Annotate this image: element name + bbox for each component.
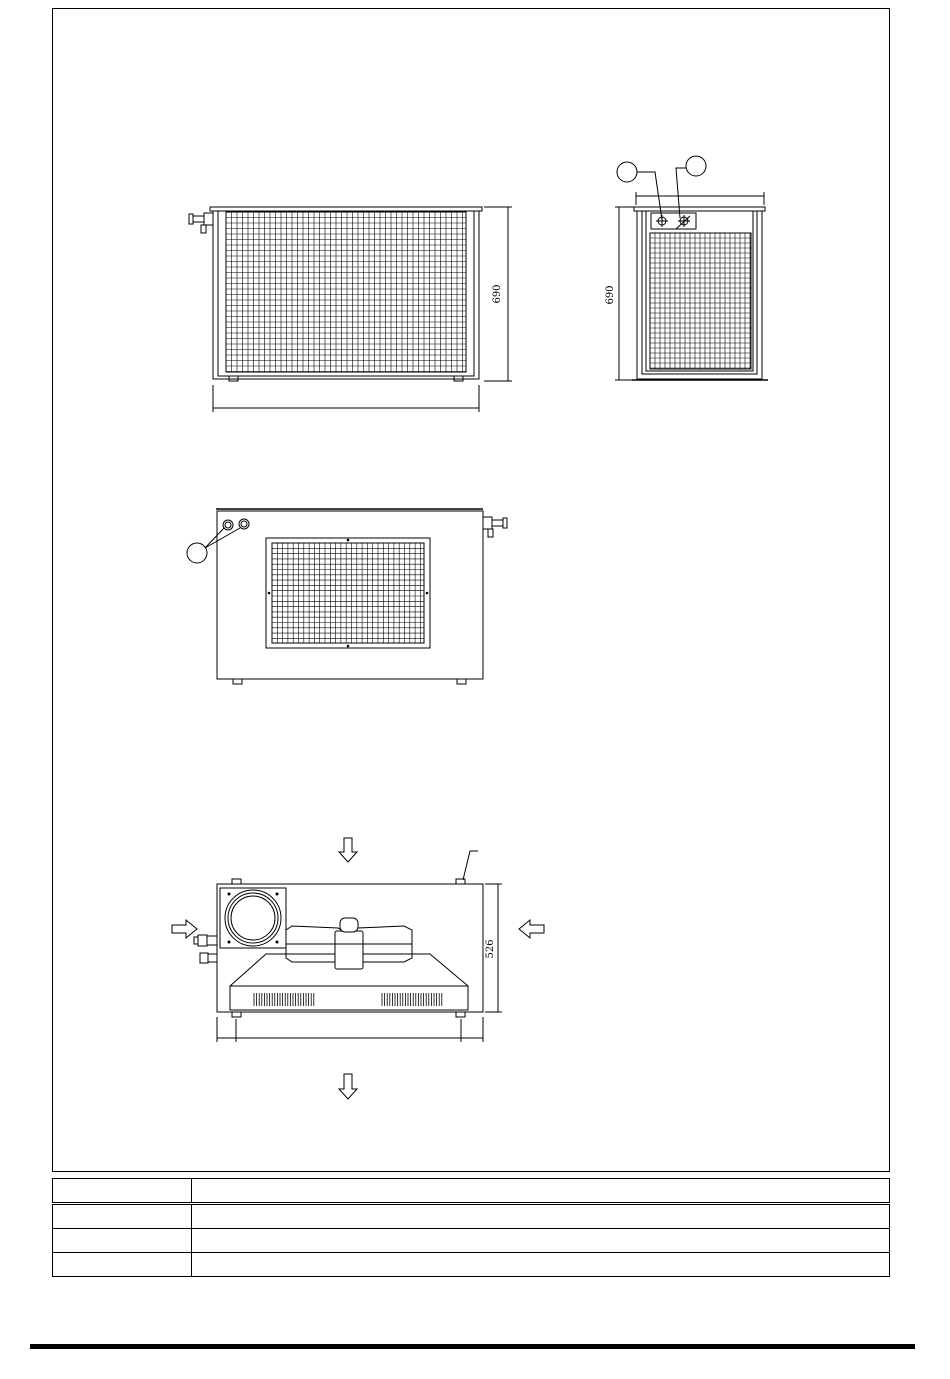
legend-row <box>53 1179 890 1204</box>
front-mesh-grille <box>226 212 466 372</box>
side-view <box>605 156 768 380</box>
legend-description-cell <box>192 1204 890 1229</box>
legend-item-cell <box>53 1253 192 1277</box>
plan-width-dimension <box>217 1017 483 1042</box>
airflow-arrow-right-icon <box>519 920 544 938</box>
vent-slots-right <box>382 993 442 1006</box>
fan-housing <box>220 888 286 948</box>
rear-fittings <box>187 519 249 563</box>
airflow-arrow-bottom-icon <box>339 1074 357 1099</box>
side-balloon-left <box>617 162 637 182</box>
legend-item-cell <box>53 1179 192 1204</box>
footer-rule <box>30 1344 915 1349</box>
drawing-frame <box>53 9 890 1172</box>
legend-row <box>53 1253 890 1277</box>
airflow-arrow-left-icon <box>172 920 197 938</box>
side-fittings <box>656 215 690 229</box>
legend-row <box>53 1229 890 1253</box>
side-height-dimension <box>605 207 634 380</box>
rear-view <box>187 509 507 684</box>
front-view <box>189 207 512 412</box>
front-height-label: 690 <box>492 284 503 304</box>
plan-view <box>172 838 544 1099</box>
front-height-dimension <box>484 207 512 381</box>
legend-row <box>53 1204 890 1229</box>
legend-item-cell <box>53 1204 192 1229</box>
rear-balloon <box>187 543 207 563</box>
airflow-arrow-top-icon <box>339 838 357 862</box>
side-height-label: 690 <box>605 285 616 305</box>
mesh-lines <box>272 543 424 643</box>
pump-assembly <box>286 918 412 969</box>
legend-description-cell <box>192 1253 890 1277</box>
plan-depth-label: 526 <box>485 939 496 959</box>
legend-description-cell <box>192 1229 890 1253</box>
plan-depth-dimension <box>485 884 502 1012</box>
rear-connection-fitting <box>483 517 507 537</box>
mesh-lines <box>650 233 751 369</box>
legend-description-cell <box>192 1179 890 1204</box>
legend-table <box>52 1178 890 1277</box>
front-connection-fitting <box>189 213 213 233</box>
legend-item-cell <box>53 1229 192 1253</box>
plan-connection-fittings <box>194 935 217 963</box>
mesh-lines <box>226 212 466 372</box>
vent-slots-left <box>254 993 314 1006</box>
side-balloon-right <box>686 156 706 176</box>
front-width-dimension <box>213 385 479 412</box>
